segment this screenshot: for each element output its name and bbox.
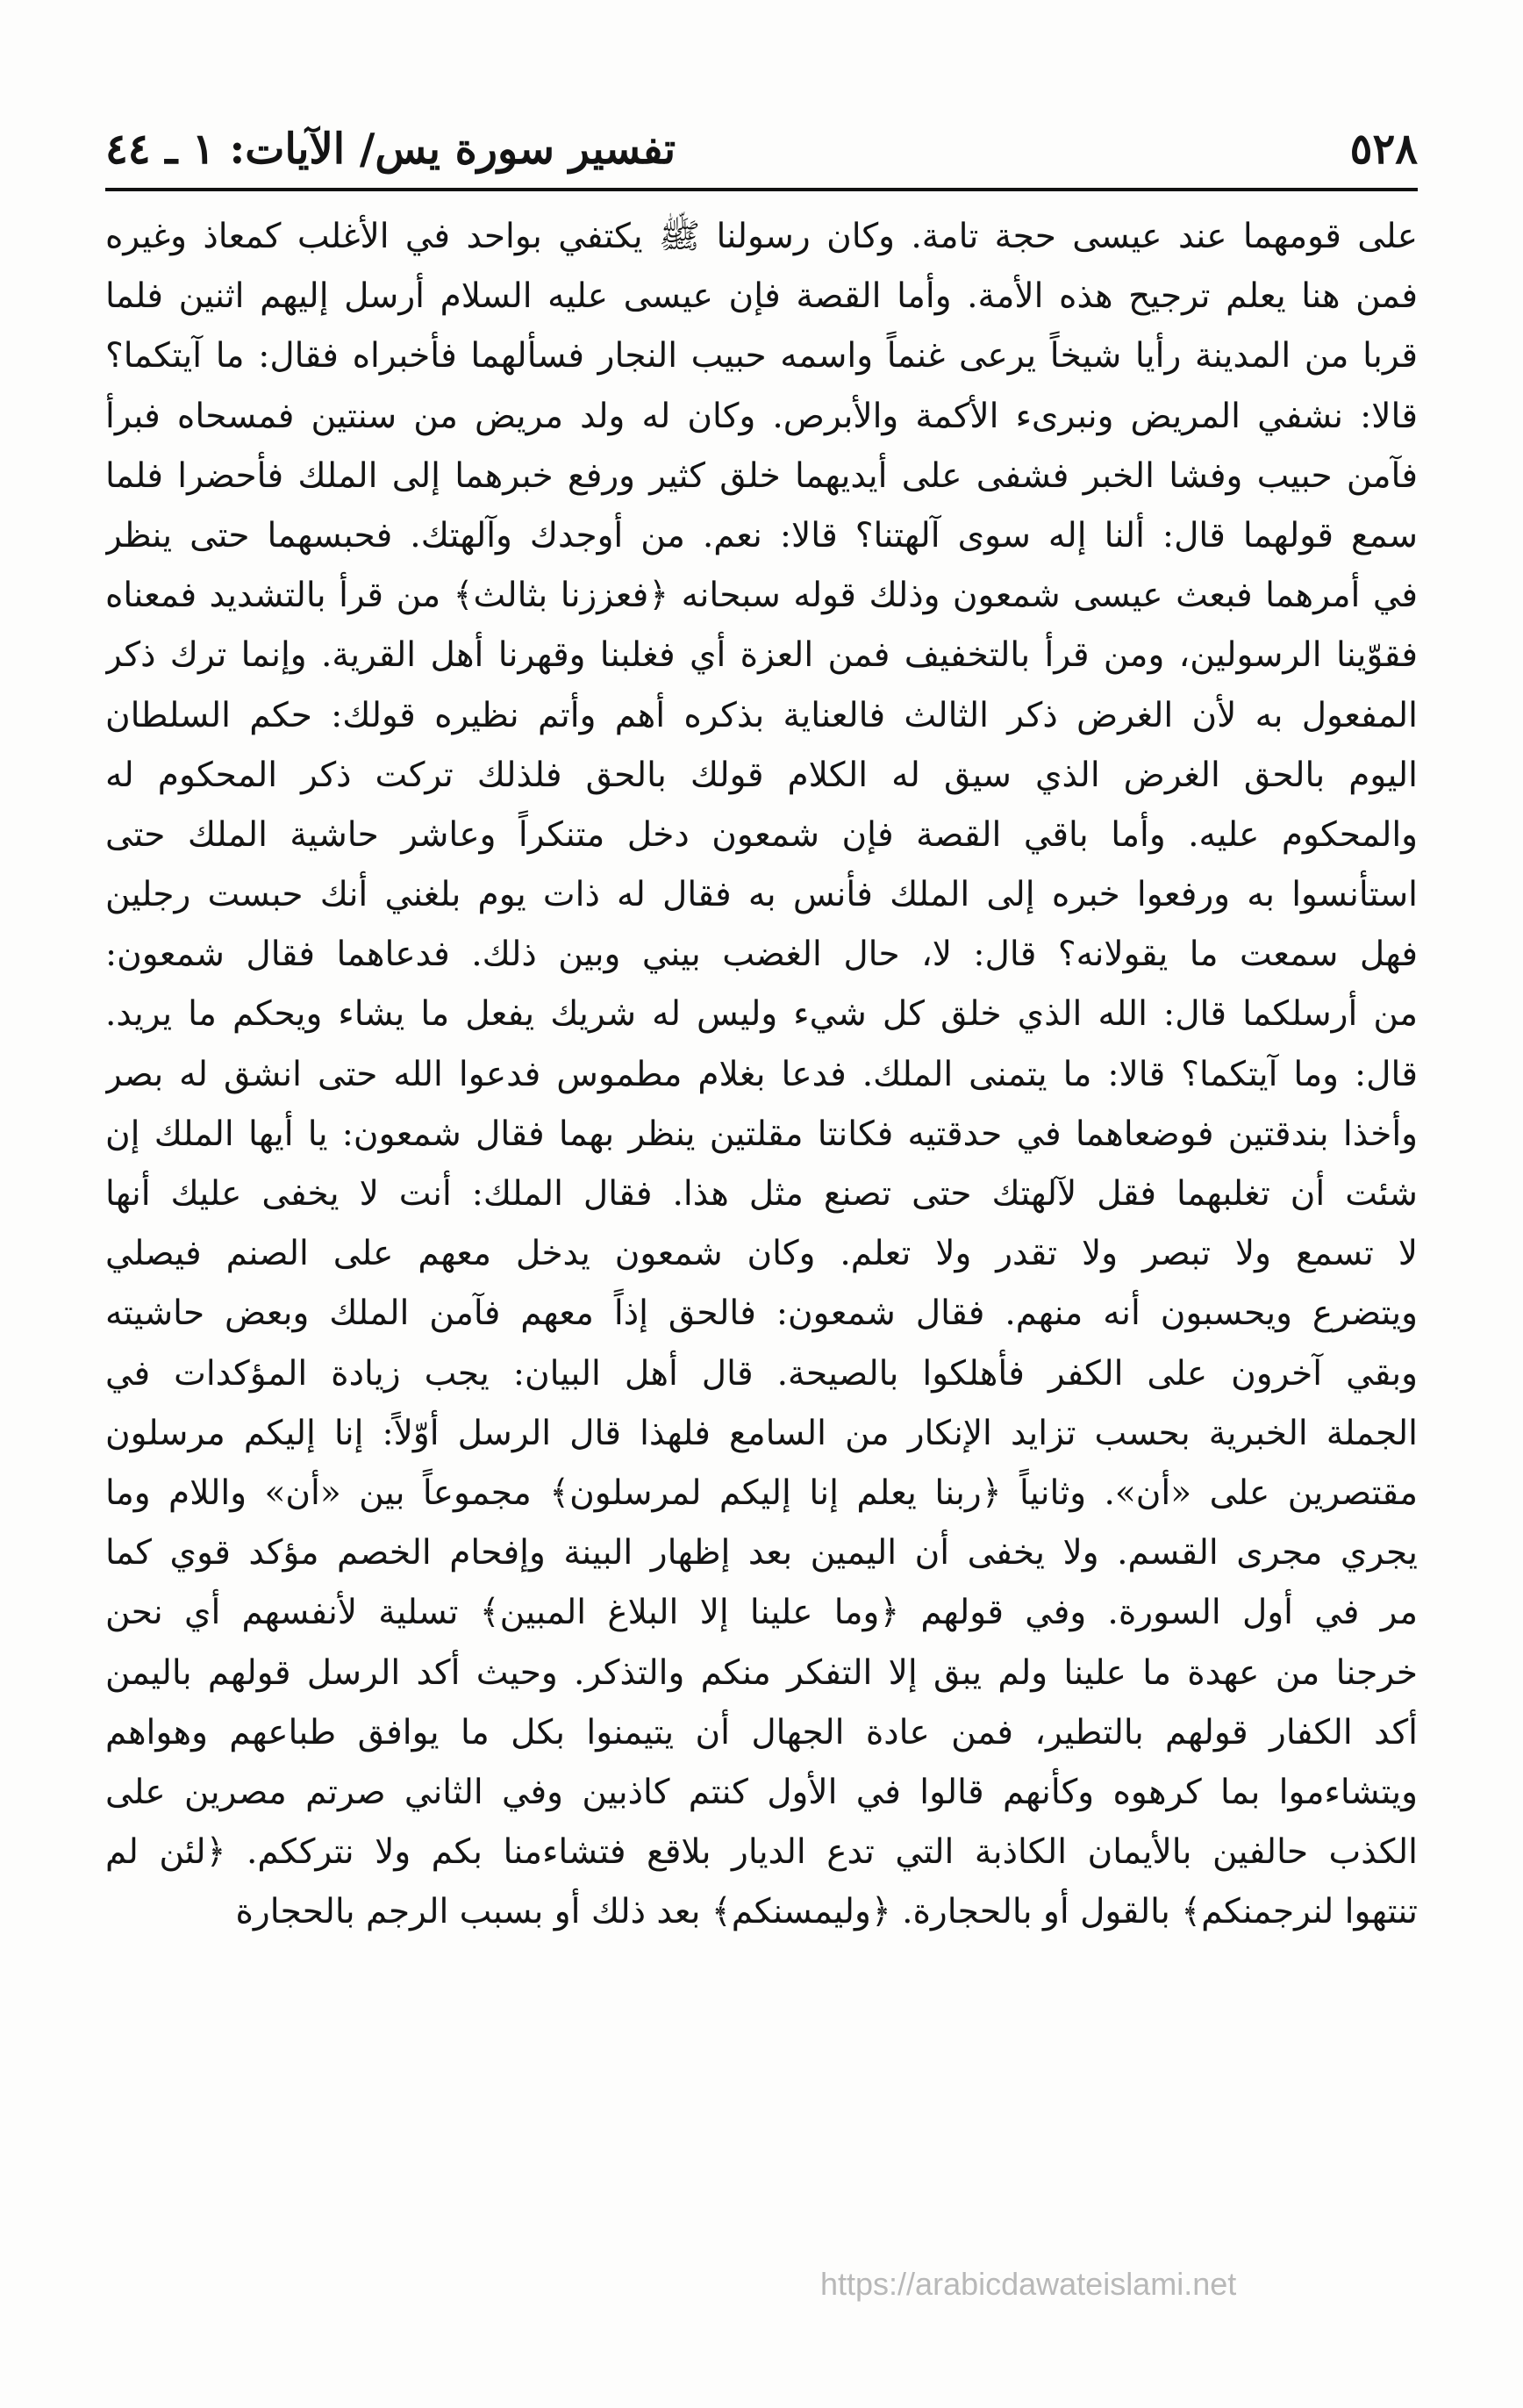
text-line: تنتهوا لنرجمنكم﴾ بالقول أو بالحجارة. ﴿وليمسنكم﴾ بعد ذلك أو بسبب الرجم بالحجارة bbox=[235, 1892, 1418, 1932]
text-line: استأنسوا به ورفعوا خبره إلى الملك فأنس به فقال له ذات يوم بلغني أنك حبست رجلين bbox=[105, 875, 1418, 915]
text-line: لا تسمع ولا تبصر ولا تقدر ولا تعلم. وكان شمعون يدخل معهم على الصنم فيصلي bbox=[105, 1234, 1418, 1274]
text-line: مقتصرين على «أن». وثانياً ﴿ربنا يعلم إنا إليكم لمرسلون﴾ مجموعاً بين «أن» واللام وما bbox=[105, 1473, 1418, 1513]
text-line: فمن هنا يعلم ترجيح هذه الأمة. وأما القصة فإن عيسى عليه السلام أرسل إليهم اثنين فلما bbox=[105, 276, 1418, 317]
text-line: في أمرهما فبعث عيسى شمعون وذلك قوله سبحانه ﴿فعززنا بثالث﴾ من قرأ بالتشديد فمعناه bbox=[105, 576, 1418, 616]
text-line: مر في أول السورة. وفي قولهم ﴿وما علينا إلا البلاغ المبين﴾ تسلية لأنفسهم أي نحن bbox=[105, 1593, 1418, 1633]
text-line: يجري مجرى القسم. ولا يخفى أن اليمين بعد إظهار البينة وإفحام الخصم مؤكد قوي كما bbox=[105, 1533, 1418, 1573]
text-line: سمع قولهما قال: ألنا إله سوى آلهتنا؟ قالا: نعم. من أوجدك وآلهتك. فحبسهما حتى ينظر bbox=[105, 515, 1418, 555]
text-line: شئت أن تغلبهما فقل لآلهتك حتى تصنع مثل هذا. فقال الملك: أنت لا يخفى عليك أنها bbox=[105, 1174, 1418, 1214]
text-line: وأخذا بندقتين فوضعاهما في حدقتيه فكانتا مقلتين ينظر بهما فقال شمعون: يا أيها الملك إن bbox=[105, 1114, 1418, 1154]
running-title: تفسير سورة يس/ الآيات: ١ ـ ٤٤ bbox=[105, 125, 676, 174]
text-line: الجملة الخبرية بحسب تزايد الإنكار من السامع فلهذا قال الرسل أوّلاً: إنا إليكم مرسلون bbox=[105, 1413, 1418, 1453]
text-line: فهل سمعت ما يقولانه؟ قال: لا، حال الغضب بيني وبين ذلك. فدعاهما فقال شمعون: bbox=[105, 935, 1418, 975]
text-line: ويتضرع ويحسبون أنه منهم. فقال شمعون: فالحق إذاً معهم فآمن الملك وبعض حاشيته bbox=[105, 1294, 1418, 1334]
text-line: اليوم بالحق الغرض الذي سيق له الكلام قولك بالحق فلذلك تركت ذكر المحكوم له bbox=[105, 755, 1418, 795]
text-line: فآمن حبيب وفشا الخبر فشفى على أيديهما خلق كثير ورفع خبرهما إلى الملك فأحضرا فلما bbox=[105, 455, 1418, 496]
text-line: وبقي آخرون على الكفر فأهلكوا بالصيحة. قال أهل البيان: يجب زيادة المؤكدات في bbox=[105, 1353, 1418, 1394]
text-line: على قومهما عند عيسى حجة تامة. وكان رسولنا ﷺ يكتفي بواحد في الأغلب كمعاذ وغيره bbox=[105, 217, 1418, 256]
text-line: أكد الكفار قولهم بالتطير، فمن عادة الجهال أن يتيمنوا بكل ما يوافق طباعهم وهواهم bbox=[105, 1712, 1418, 1752]
text-line: المفعول به لأن الغرض ذكر الثالث فالعناية بذكره أهم وأتم نظيره قولك: حكم السلطان bbox=[105, 695, 1418, 735]
text-line: قالا: نشفي المريض ونبرىء الأكمة والأبرص. وكان له ولد مريض من سنتين فمسحاه فبرأ bbox=[105, 396, 1418, 436]
page-header bbox=[105, 105, 1418, 186]
body-text bbox=[105, 207, 1418, 1942]
text-line: قال: وما آيتكما؟ قالا: ما يتمنى الملك. فدعا بغلام مطموس فدعوا الله حتى انشق له بصر bbox=[105, 1054, 1418, 1094]
text-line: فقوّينا الرسولين، ومن قرأ بالتخفيف فمن العزة أي فغلبنا وقهرنا أهل القرية. وإنما ترك ذكر bbox=[105, 635, 1418, 676]
header-rule bbox=[105, 188, 1418, 191]
text-line: ويتشاءموا بما كرهوه وكأنهم قالوا في الأول كنتم كاذبين وفي الثاني صرتم مصرين على bbox=[105, 1772, 1418, 1812]
text-line: الكذب حالفين بالأيمان الكاذبة التي تدع الديار بلاقع فتشاءمنا بكم ولا نترككم. ﴿لئن لم bbox=[105, 1832, 1418, 1873]
text-line: من أرسلكما قال: الله الذي خلق كل شيء وليس له شريك يفعل ما يشاء ويحكم ما يريد. bbox=[105, 994, 1418, 1035]
text-line: والمحكوم عليه. وأما باقي القصة فإن شمعون دخل متنكراً وعاشر حاشية الملك حتى bbox=[105, 814, 1418, 855]
text-line: خرجنا من عهدة ما علينا ولم يبق إلا التفكر منكم والتذكر. وحيث أكد الرسل قولهم باليمن bbox=[105, 1652, 1418, 1693]
text-line: قربا من المدينة رأيا شيخاً يرعى غنماً واسمه حبيب النجار فسألهما فأخبراه فقال: ما آيتكما؟ bbox=[105, 336, 1418, 376]
page-number: ٥٢٨ bbox=[1349, 125, 1418, 174]
watermark-url: https://arabicdawateislami.net bbox=[820, 2266, 1237, 2302]
